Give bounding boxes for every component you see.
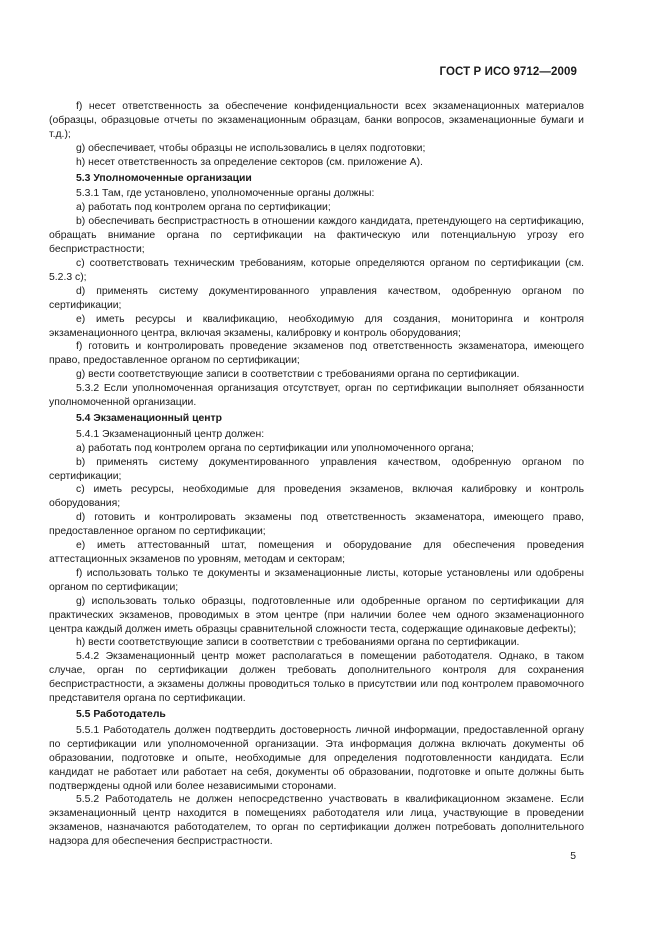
list-item-c: c) иметь ресурсы, необходимые для проведения экзаменов, включая калибровку и контроль оборудования;: [49, 484, 584, 510]
list-item-g: g) обеспечивает, чтобы образцы не использовались в целях подготовки;: [76, 142, 426, 154]
section-heading-5-4: 5.4 Экзаменационный центр: [76, 412, 222, 424]
list-item-f: f) использовать только те документы и экзаменационные листы, которые установлены или одобрены органом по сертификации;: [49, 567, 584, 593]
clause-5-4-2: 5.4.2 Экзаменационный центр может располагаться в помещении работодателя. Однако, в таком случае, орган по сертификации должен требовать дополнительного контроля для сохранения беспристрастности, а экзамены должны проводиться только в присутствии или под контролем правомочного представителя органа по сертификации.: [49, 651, 584, 705]
clause-5-3-2: 5.3.2 Если уполномоченная организация отсутствует, орган по сертификации выполняет обязанности уполномоченной организации.: [49, 383, 584, 409]
section-heading-5-5: 5.5 Работодатель: [76, 708, 166, 720]
list-item-d: d) готовить и контролировать экзамены под ответственность экзаменатора, имеющего право, предоставленное органом по сертификации;: [49, 512, 584, 538]
page-number: 5: [570, 851, 576, 862]
list-item-a: a) работать под контролем органа по сертификации;: [76, 202, 331, 214]
clause-5-4-1: 5.4.1 Экзаменационный центр должен:: [76, 428, 265, 440]
list-item-f: f) несет ответственность за обеспечение конфиденциальности всех экзаменационных материалов (образцы, образцовые отчеты по экзаменационным образцам, банки вопросов, экзаменационные бумаги и т.д.);: [49, 101, 584, 140]
list-item-b: b) обеспечивать беспристрастность в отношении каждого кандидата, претендующего на сертификацию, обращать внимание органа по сертификации на фактическую или потенциальную угрозу его беспристрастности;: [49, 216, 584, 256]
list-item-g: g) использовать только образцы, подготовленные или одобренные органом по сертификации для практических экзаменов, проводимых в этом центре (при наличии более чем одного экзаменационного центра каждый должен иметь образцы сравнительной сложности теста, содержащие одинаковые дефекты);: [49, 595, 584, 635]
list-item-e: e) иметь аттестованный штат, помещения и оборудование для обеспечения проведения аттестационных экзаменов по уровням, методам и секторам;: [49, 540, 584, 565]
list-item-h: h) несет ответственность за определение секторов (см. приложение А).: [76, 156, 423, 168]
section-heading-5-3: 5.3 Уполномоченные организации: [76, 172, 252, 184]
clause-5-3-1: 5.3.1 Там, где установлено, уполномоченные органы должны:: [76, 188, 375, 200]
list-item-b: b) применять систему документированного управления качеством, одобренную органом по сертификации;: [49, 456, 584, 482]
clause-5-5-1: 5.5.1 Работодатель должен подтвердить достоверность личной информации, предоставленной органу по сертификации или уполномоченной организации. Эта информация должна включать документы об образовании, подготовке и опыте, необходимые для определения подготовленности кандидата. Если кандидат не работает или работает на себя, документы об образовании, подготовке и опыте должны быть подтверждены одной или более независимыми сторонами.: [49, 724, 584, 792]
list-item-a: a) работать под контролем органа по сертификации или уполномоченного органа;: [76, 442, 474, 454]
list-item-g: g) вести соответствующие записи в соответствии с требованиями органа по сертификации.: [76, 369, 520, 381]
list-item-c: c) соответствовать техническим требованиям, которые определяются органом по сертификации (см. 5.2.3 c);: [49, 257, 584, 283]
clause-5-5-2: 5.5.2 Работодатель не должен непосредственно участвовать в квалификационном экзамене. Если экзаменационный центр находится в помещениях работодателя или лица, участвующие в проведении экзаменов, назначаются работодателем, то орган по сертификации должен потребовать дополнительного надзора для обеспечения беспристрастности.: [49, 794, 584, 848]
list-item-h: h) вести соответствующие записи в соответствии с требованиями органа по сертификации.: [76, 637, 520, 649]
document-body: [49, 100, 584, 849]
list-item-e: e) иметь ресурсы и квалификацию, необходимую для создания, мониторинга и контроля экзаменационного центра, включая экзамены, калибровку и контроль оборудования;: [49, 313, 584, 339]
list-item-f: f) готовить и контролировать проведение экзаменов под ответственность экзаменатора, имеющего право, предоставленное органом по сертификации;: [49, 341, 584, 367]
document-code-header: ГОСТ Р ИСО 9712—2009: [439, 66, 577, 78]
list-item-d: d) применять систему документированного управления качеством, одобренную органом по сертификации;: [49, 285, 584, 311]
